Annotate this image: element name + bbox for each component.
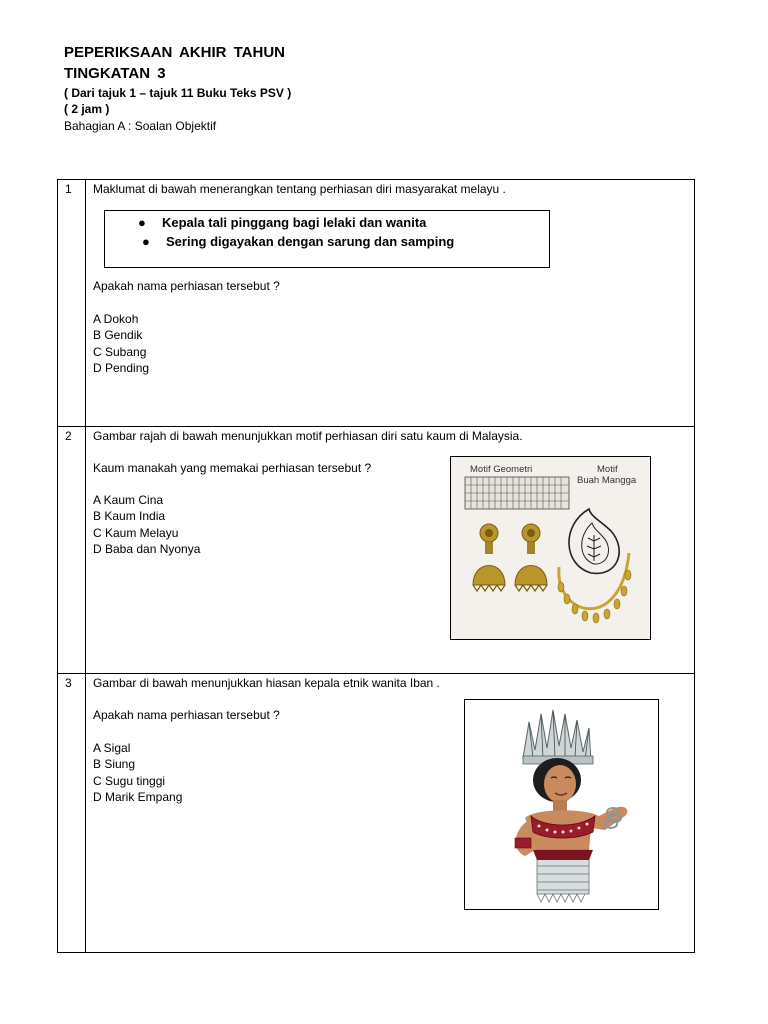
option-a[interactable]: A Sigal (93, 741, 131, 755)
motif-label: Motif (597, 464, 618, 475)
question-stem: Gambar rajah di bawah menunjukkan motif perhiasan diri satu kaum di Malaysia. (93, 429, 523, 443)
option-c[interactable]: C Kaum Melayu (93, 525, 179, 540)
option-d[interactable]: D Marik Empang (93, 789, 183, 804)
exam-title: PEPERIKSAAN AKHIR TAHUN (64, 44, 286, 61)
info-bullet: ● Sering digayakan dengan sarung dan samping (142, 234, 455, 249)
motif-label: Buah Mangga (577, 475, 637, 486)
option-b[interactable]: B Siung (93, 757, 136, 772)
questions-table (57, 179, 695, 953)
question-body (86, 427, 695, 674)
question-body (86, 180, 695, 427)
option-a[interactable]: A Dokoh (93, 312, 139, 326)
exam-scope: ( Dari tajuk 1 – tajuk 11 Buku Teks PSV ) (64, 86, 292, 100)
jewellery-motif-illustration (451, 457, 650, 639)
options-list (93, 492, 200, 557)
question-stem: Maklumat di bawah menerangkan tentang perhiasan diri masyarakat melayu . (93, 182, 506, 196)
question-prompt: Apakah nama perhiasan tersebut ? (93, 708, 280, 722)
jewellery-motif-image (450, 456, 651, 640)
question-stem: Gambar di bawah menunjukkan hiasan kepala etnik wanita Iban . (93, 676, 440, 690)
face (544, 765, 576, 803)
question-row-3 (58, 674, 695, 953)
iban-headdress-image (464, 699, 659, 910)
options-list (93, 311, 149, 376)
options-list (93, 740, 182, 805)
question-number: 2 (58, 427, 86, 674)
option-d[interactable]: D Pending (93, 360, 150, 375)
option-c[interactable]: C Subang (93, 344, 147, 359)
exam-level: TINGKATAN 3 (64, 65, 166, 82)
question-row-2 (58, 427, 695, 674)
question-prompt: Kaum manakah yang memakai perhiasan tersebut ? (93, 461, 372, 475)
question-number: 3 (58, 674, 86, 953)
exam-duration: ( 2 jam ) (64, 102, 110, 116)
question-number: 1 (58, 180, 86, 427)
iban-woman-illustration (465, 700, 658, 909)
option-b[interactable]: B Kaum India (93, 509, 166, 524)
info-box (104, 210, 550, 268)
question-body (86, 674, 695, 953)
option-c[interactable]: C Sugu tinggi (93, 773, 166, 788)
info-bullet: ● Kepala tali pinggang bagi lelaki dan wanita (138, 215, 427, 230)
option-b[interactable]: B Gendik (93, 328, 143, 343)
option-d[interactable]: D Baba dan Nyonya (93, 541, 201, 556)
question-prompt: Apakah nama perhiasan tersebut ? (93, 279, 280, 293)
exam-section: Bahagian A : Soalan Objektif (64, 119, 217, 133)
geometric-motif-band (465, 477, 569, 509)
option-a[interactable]: A Kaum Cina (93, 493, 164, 507)
motif-label: Motif Geometri (470, 464, 533, 475)
question-row-1 (58, 180, 695, 427)
